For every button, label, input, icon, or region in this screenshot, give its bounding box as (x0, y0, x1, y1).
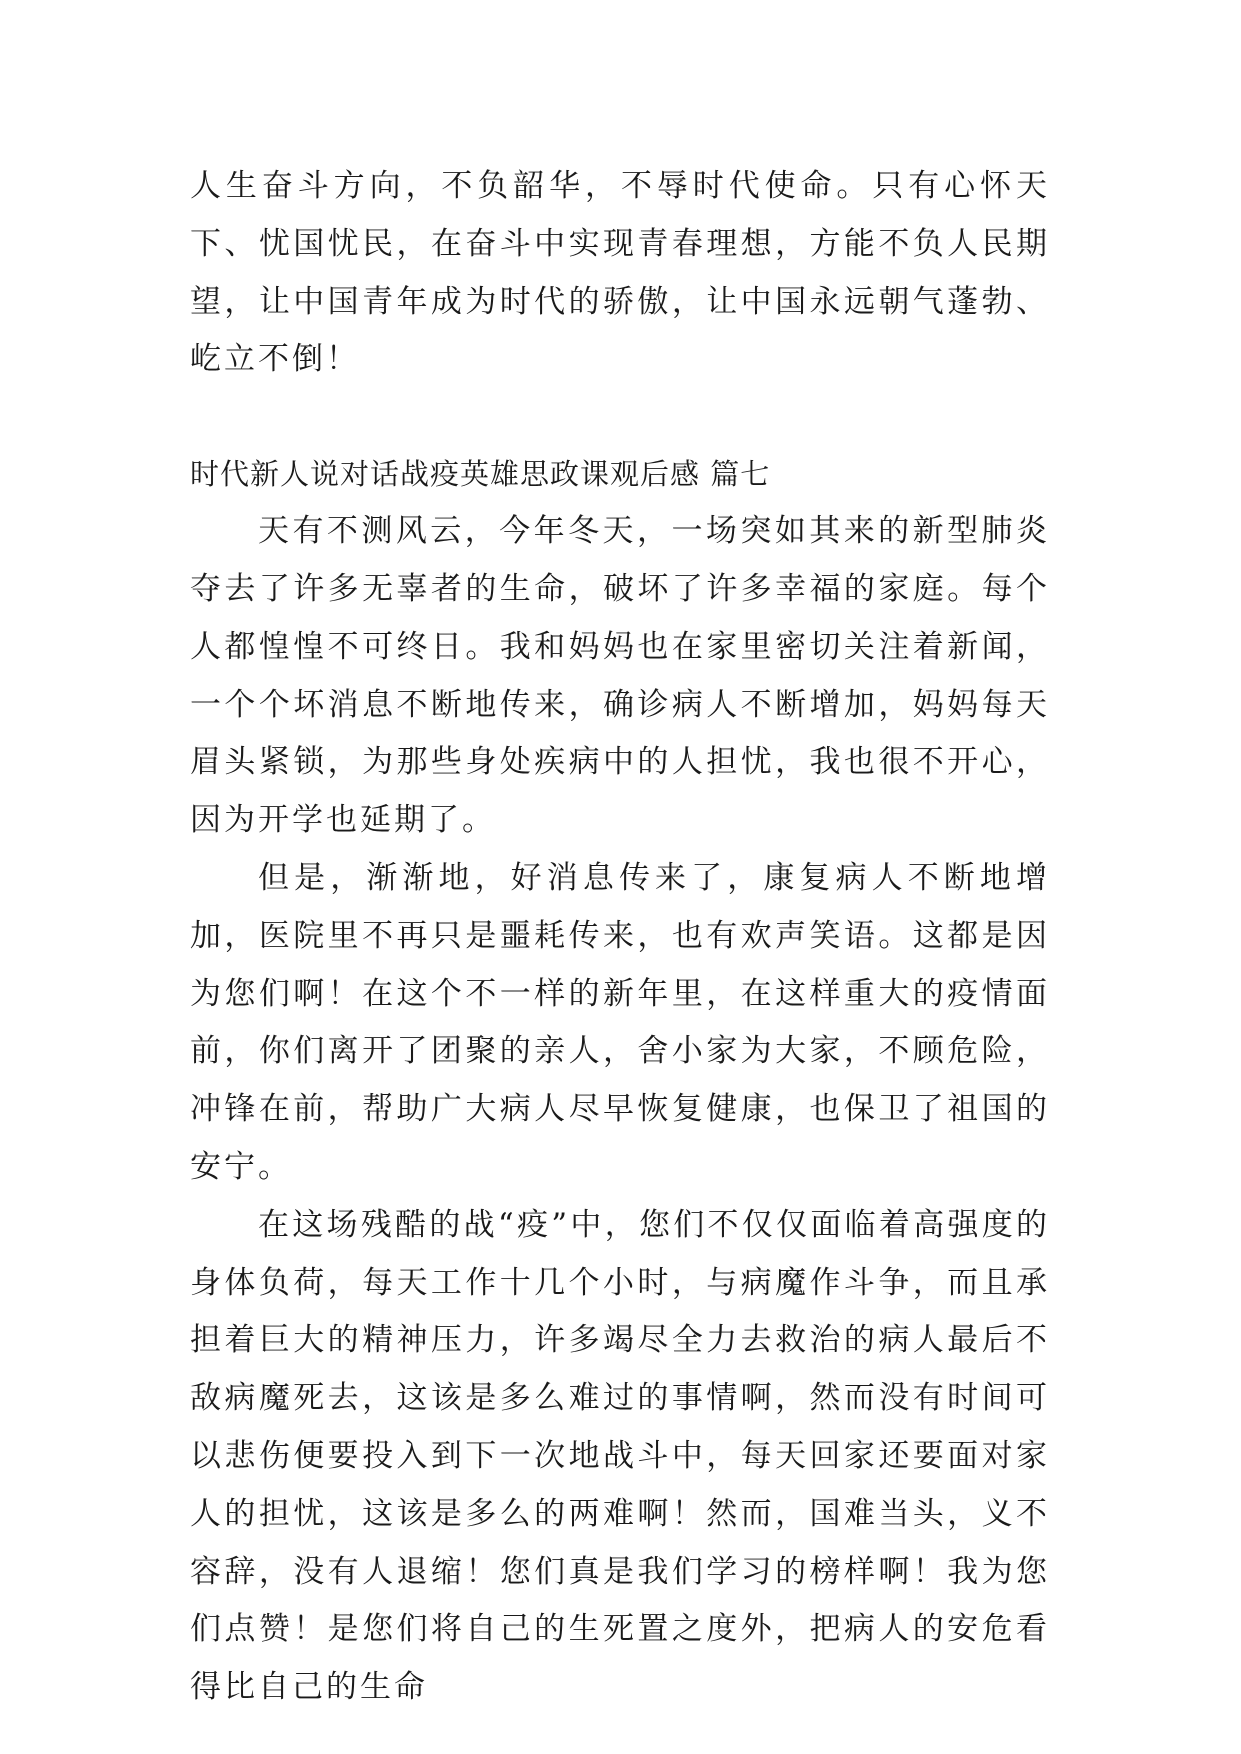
section-title: 时代新人说对话战疫英雄思政课观后感 篇七 (190, 457, 771, 492)
body-paragraph-3: 在这场残酷的战“疫”中，您们不仅仅面临着高强度的身体负荷，每天工作十几个小时，与病魔作斗争，而且承担着巨大的精神压力，许多竭尽全力去救治的病人最后不敌病魔死去，这该是多么难过的事情啊，然而没有时间可以悲伤便要投入到下一次地战斗中，每天回家还要面对家人的担忧，这该是多么的两难啊！然而，国难当头，义不容辞，没有人退缩！您们真是我们学习的榜样啊！我为您们点赞！是您们将自己的生死置之度外，把病人的安危看得比自己的生命 (190, 1206, 1050, 1706)
body-paragraph-1: 天有不测风云，今年冬天，一场突如其来的新型肺炎夺去了许多无辜者的生命，破坏了许多幸福的家庭。每个人都惶惶不可终日。我和妈妈也在家里密切关注着新闻，一个个坏消息不断地传来，确诊病人不断增加，妈妈每天眉头紧锁，为那些身处疾病中的人担忧，我也很不开心，因为开学也延期了。 (190, 513, 1050, 839)
lead-paragraph: 人生奋斗方向，不负韶华，不辱时代使命。只有心怀天下、忧国忧民，在奋斗中实现青春理想，方能不负人民期望，让中国青年成为时代的骄傲，让中国永远朝气蓬勃、屹立不倒！ (190, 168, 1050, 378)
document-body (190, 158, 1050, 1717)
body-paragraph-2: 但是，渐渐地，好消息传来了，康复病人不断地增加，医院里不再只是噩耗传来，也有欢声笑语。这都是因为您们啊！在这个不一样的新年里，在这样重大的疫情面前，你们离开了团聚的亲人，舍小家为大家，不顾危险，冲锋在前，帮助广大病人尽早恢复健康，也保卫了祖国的安宁。 (190, 859, 1050, 1185)
